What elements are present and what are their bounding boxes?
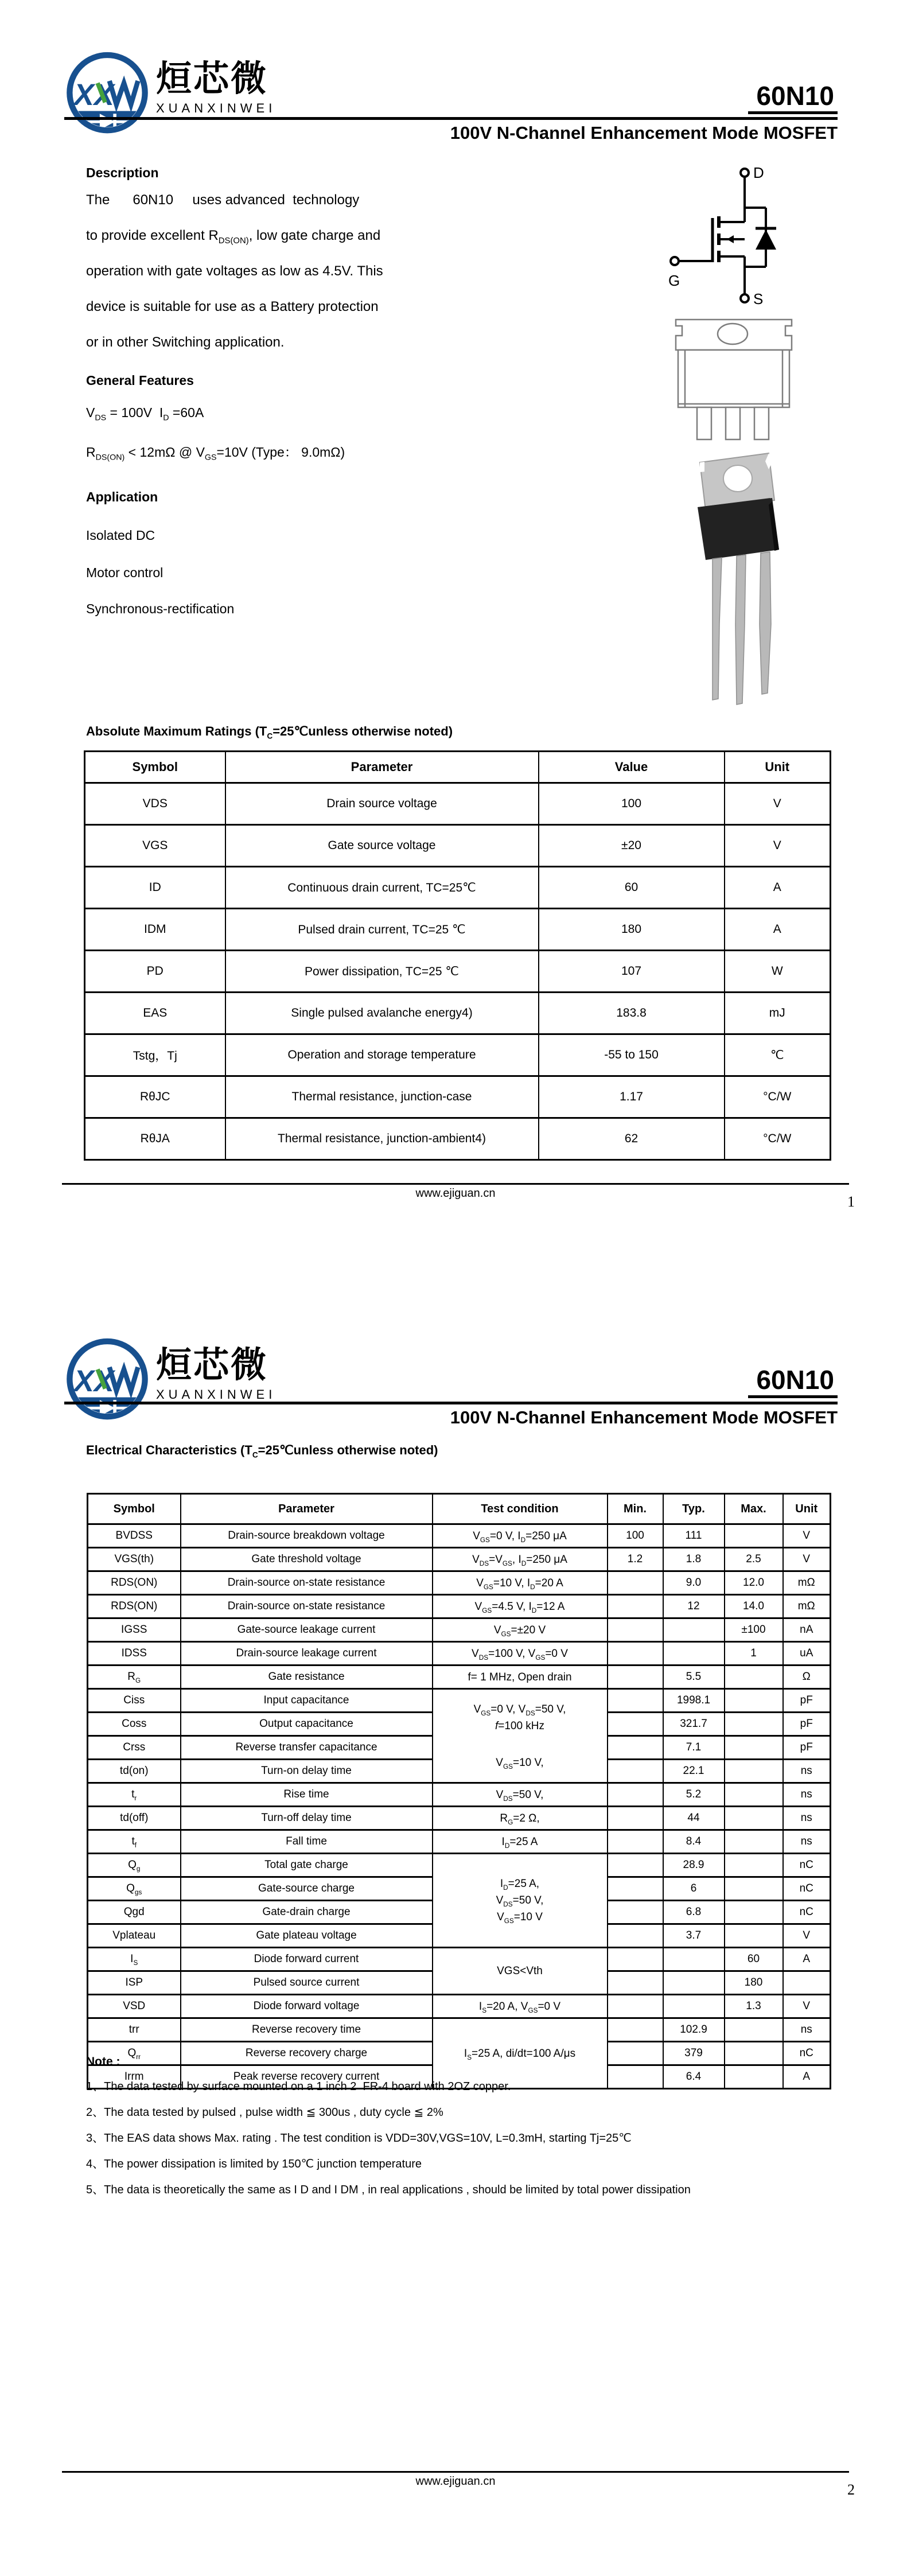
- cell-parameter: Thermal resistance, junction-case: [225, 1076, 539, 1118]
- brand-name-cn: 烜芯微: [156, 57, 268, 99]
- cell-symbol: $t_f$: [88, 1830, 181, 1854]
- cell-max: [725, 1760, 783, 1783]
- cell-symbol: IDM: [85, 909, 225, 951]
- application-item: Isolated DC: [86, 528, 155, 543]
- description-line: operation with gate voltages as low as 4.5V. This: [86, 263, 383, 279]
- cell-value: ±20: [539, 825, 725, 867]
- cell-test-condition: $V_{GS}=\pm 20$ V: [433, 1618, 608, 1642]
- cell-typ: [663, 1971, 725, 1995]
- cell-min: [608, 1571, 663, 1595]
- table-row: [88, 1618, 831, 1642]
- cell-symbol: trr: [88, 2018, 181, 2042]
- cell-typ: 1998.1: [663, 1689, 725, 1713]
- table-row: [85, 951, 831, 993]
- svg-text:XX: XX: [73, 78, 114, 112]
- symbol-label-drain: D: [753, 164, 764, 181]
- cell-typ: 3.7: [663, 1924, 725, 1948]
- cell-typ: 12: [663, 1595, 725, 1618]
- cell-unit: ℃: [725, 1034, 831, 1076]
- cell-parameter: Turn-on delay time: [181, 1760, 433, 1783]
- note-line: 4、The power dissipation is limited by 150℃ junction temperature: [86, 2158, 422, 2170]
- cell-typ: 321.7: [663, 1713, 725, 1736]
- section-heading-general-features: General Features: [86, 373, 194, 388]
- cell-min: [608, 1760, 663, 1783]
- note-line: 3、The EAS data shows Max. rating . The test condition is VDD=30V,VGS=10V, L=0.3mH, starting Tj=25℃: [86, 2132, 632, 2145]
- elec-char-heading: Electrical Characteristics ($T_C=25℃unless$ otherwise noted): [86, 1443, 438, 1460]
- cell-test-condition: $I_D=25$ A: [433, 1830, 608, 1854]
- cell-max: [725, 1713, 783, 1736]
- cell-unit: nC: [783, 1901, 831, 1924]
- cell-parameter: Drain source voltage: [225, 783, 539, 825]
- cell-unit: W: [725, 951, 831, 993]
- svg-text:XX: XX: [73, 1364, 114, 1399]
- footer-url: www.ejiguan.cn: [415, 2475, 496, 2488]
- cell-max: [725, 1736, 783, 1760]
- cell-max: [725, 1830, 783, 1854]
- cell-min: [608, 1948, 663, 1971]
- cell-unit: uA: [783, 1642, 831, 1666]
- cell-parameter: Reverse recovery time: [181, 2018, 433, 2042]
- cell-typ: 6.8: [663, 1901, 725, 1924]
- description-line: to provide excellent $R_{DS(ON)}$, low gate charge and: [86, 228, 381, 246]
- cell-value: -55 to 150: [539, 1034, 725, 1076]
- part-number: 60N10: [748, 1365, 838, 1398]
- header-rule: [64, 1402, 838, 1404]
- description-line: or in other Switching application.: [86, 334, 285, 350]
- cell-max: [725, 1666, 783, 1689]
- cell-unit: nC: [783, 1877, 831, 1901]
- cell-parameter: Gate-drain charge: [181, 1901, 433, 1924]
- cell-symbol: VGS: [85, 825, 225, 867]
- cell-parameter: Rise time: [181, 1783, 433, 1807]
- col-header-max: Max.: [725, 1494, 783, 1524]
- cell-parameter: Output capacitance: [181, 1713, 433, 1736]
- abs-max-table: [84, 750, 831, 1161]
- cell-parameter: Drain-source breakdown voltage: [181, 1524, 433, 1548]
- cell-typ: [663, 1948, 725, 1971]
- cell-parameter: Gate threshold voltage: [181, 1548, 433, 1571]
- cell-max: [725, 1807, 783, 1830]
- brand-name-en: XUANXINWEI: [156, 1387, 277, 1402]
- cell-typ: 379: [663, 2042, 725, 2065]
- part-number: 60N10: [748, 81, 838, 114]
- cell-symbol: td(off): [88, 1807, 181, 1830]
- package-outline-drawing: [672, 317, 801, 446]
- cell-symbol: Crss: [88, 1736, 181, 1760]
- cell-symbol: $Q_g$: [88, 1854, 181, 1877]
- cell-unit: V: [725, 825, 831, 867]
- table-row: [85, 909, 831, 951]
- cell-parameter: Fall time: [181, 1830, 433, 1854]
- cell-min: [608, 1971, 663, 1995]
- doc-subtitle: 100V N-Channel Enhancement Mode MOSFET: [450, 123, 838, 143]
- cell-symbol: PD: [85, 951, 225, 993]
- cell-value: 1.17: [539, 1076, 725, 1118]
- cell-typ: 5.5: [663, 1666, 725, 1689]
- cell-symbol: Vplateau: [88, 1924, 181, 1948]
- cell-value: 183.8: [539, 993, 725, 1034]
- table-row: [88, 1666, 831, 1689]
- cell-max: 1: [725, 1642, 783, 1666]
- footer-rule: [62, 2471, 849, 2473]
- cell-parameter: Drain-source on-state resistance: [181, 1595, 433, 1618]
- cell-typ: 7.1: [663, 1736, 725, 1760]
- cell-parameter: Drain-source leakage current: [181, 1642, 433, 1666]
- electrical-characteristics-table: [87, 1493, 831, 2089]
- table-row: [85, 993, 831, 1034]
- cell-min: [608, 1642, 663, 1666]
- table-row: [88, 2018, 831, 2042]
- cell-min: [608, 2018, 663, 2042]
- cell-test-condition: $I_S=20$ A, $V_{GS}=0$ V: [433, 1995, 608, 2018]
- cell-unit: nA: [783, 1618, 831, 1642]
- cell-test-condition: $V_{GS}=10$ V, $I_D=20$ A: [433, 1571, 608, 1595]
- cell-value: 60: [539, 867, 725, 909]
- col-header-min: Min.: [608, 1494, 663, 1524]
- cell-symbol: Tstg，Tj: [85, 1034, 225, 1076]
- cell-min: [608, 1618, 663, 1642]
- cell-test-condition-merged: $I_D=25$ A, $V_{DS}=50$ V, $V_{GS}=10$ V: [433, 1854, 608, 1948]
- cell-parameter: Gate resistance: [181, 1666, 433, 1689]
- cell-parameter: Reverse transfer capacitance: [181, 1736, 433, 1760]
- table-row: [85, 1034, 831, 1076]
- cell-typ: 111: [663, 1524, 725, 1548]
- page-number: 1: [847, 1193, 855, 1210]
- table-row: [88, 1807, 831, 1830]
- cell-max: [725, 2042, 783, 2065]
- cell-unit: ns: [783, 1783, 831, 1807]
- col-header-value: Value: [539, 752, 725, 783]
- cell-min: 1.2: [608, 1548, 663, 1571]
- cell-parameter: Continuous drain current, TC=25℃: [225, 867, 539, 909]
- cell-unit: ns: [783, 1830, 831, 1854]
- table-header-row: [88, 1494, 831, 1524]
- cell-unit: nC: [783, 2042, 831, 2065]
- col-header-typ: Typ.: [663, 1494, 725, 1524]
- cell-parameter: Diode forward voltage: [181, 1995, 433, 2018]
- cell-max: [725, 2018, 783, 2042]
- cell-min: [608, 1783, 663, 1807]
- description-line: device is suitable for use as a Battery protection: [86, 299, 379, 314]
- cell-parameter: Power dissipation, TC=25 ℃: [225, 951, 539, 993]
- table-row: [85, 867, 831, 909]
- cell-unit: V: [783, 1524, 831, 1548]
- col-header-unit: Unit: [725, 752, 831, 783]
- table-row: [88, 1595, 831, 1618]
- section-heading-application: Application: [86, 489, 158, 504]
- cell-max: 14.0: [725, 1595, 783, 1618]
- cell-typ: 22.1: [663, 1760, 725, 1783]
- cell-typ: 1.8: [663, 1548, 725, 1571]
- abs-max-heading: Absolute Maximum Ratings ($T_C=25℃unless$ otherwise noted): [86, 724, 453, 741]
- symbol-label-gate: G: [668, 272, 680, 289]
- cell-max: [725, 1854, 783, 1877]
- cell-symbol: BVDSS: [88, 1524, 181, 1548]
- cell-test-condition-merged: $I_S=25$ A, di/dt=100 A/μs: [433, 2018, 608, 2089]
- cell-typ: 102.9: [663, 2018, 725, 2042]
- cell-max: 2.5: [725, 1548, 783, 1571]
- brand-emblem-icon: [64, 49, 150, 138]
- cell-unit: pF: [783, 1689, 831, 1713]
- datasheet-page-2: [0, 1288, 911, 2576]
- brand-logo: [64, 49, 276, 138]
- cell-min: [608, 1877, 663, 1901]
- table-row: [88, 1995, 831, 2018]
- col-header-unit: Unit: [783, 1494, 831, 1524]
- cell-typ: 6.4: [663, 2065, 725, 2089]
- cell-max: [725, 1877, 783, 1901]
- cell-unit: A: [783, 2065, 831, 2089]
- cell-parameter: Gate-source leakage current: [181, 1618, 433, 1642]
- brand-name-en: XUANXINWEI: [156, 101, 277, 115]
- cell-value: 62: [539, 1118, 725, 1160]
- cell-symbol: $t_r$: [88, 1783, 181, 1807]
- cell-symbol: VSD: [88, 1995, 181, 2018]
- brand-names: [156, 1336, 276, 1402]
- cell-typ: [663, 1995, 725, 2018]
- symbol-label-source: S: [753, 290, 764, 308]
- application-item: Motor control: [86, 565, 163, 580]
- cell-min: [608, 2042, 663, 2065]
- cell-unit: °C/W: [725, 1076, 831, 1118]
- cell-symbol: IDSS: [88, 1642, 181, 1666]
- table-row: [85, 1076, 831, 1118]
- brand-logo: [64, 1336, 276, 1425]
- cell-parameter: Input capacitance: [181, 1689, 433, 1713]
- cell-symbol: ID: [85, 867, 225, 909]
- cell-parameter: Pulsed drain current, TC=25 ℃: [225, 909, 539, 951]
- cell-test-condition: f= 1 MHz, Open drain: [433, 1666, 608, 1689]
- cell-test-condition: $V_{DS}=100$ V, $V_{GS}=0$ V: [433, 1642, 608, 1666]
- cell-unit: ns: [783, 1807, 831, 1830]
- mosfet-symbol-diagram: [663, 161, 800, 316]
- cell-min: [608, 1995, 663, 2018]
- cell-parameter: Drain-source on-state resistance: [181, 1571, 433, 1595]
- cell-min: [608, 1666, 663, 1689]
- cell-typ: 6: [663, 1877, 725, 1901]
- cell-unit: A: [725, 909, 831, 951]
- table-row: [88, 1948, 831, 1971]
- description-line: The 60N10 uses advanced technology: [86, 192, 360, 208]
- table-row: [88, 1689, 831, 1713]
- table-row: [88, 1642, 831, 1666]
- cell-test-condition: $V_{DS}=V_{GS}$, $I_D=250$ μA: [433, 1548, 608, 1571]
- cell-symbol: IGSS: [88, 1618, 181, 1642]
- cell-min: 100: [608, 1524, 663, 1548]
- table-row: [88, 1854, 831, 1877]
- cell-unit: Ω: [783, 1666, 831, 1689]
- cell-symbol: Irrm: [88, 2065, 181, 2089]
- cell-max: 180: [725, 1971, 783, 1995]
- cell-parameter: Reverse recovery charge: [181, 2042, 433, 2065]
- cell-unit: pF: [783, 1736, 831, 1760]
- cell-parameter: Pulsed source current: [181, 1971, 433, 1995]
- cell-unit: pF: [783, 1713, 831, 1736]
- application-item: Synchronous-rectification: [86, 601, 235, 616]
- cell-min: [608, 1713, 663, 1736]
- cell-test-condition: $R_G=2$ Ω,: [433, 1807, 608, 1830]
- cell-min: [608, 1924, 663, 1948]
- cell-unit: V: [783, 1924, 831, 1948]
- table-row: [88, 1548, 831, 1571]
- cell-symbol: ISP: [88, 1971, 181, 1995]
- cell-unit: V: [783, 1548, 831, 1571]
- col-header-symbol: Symbol: [88, 1494, 181, 1524]
- cell-symbol: $Q_{gs}$: [88, 1877, 181, 1901]
- cell-min: [608, 1807, 663, 1830]
- cell-max: [725, 1924, 783, 1948]
- cell-value: 180: [539, 909, 725, 951]
- cell-parameter: Diode forward current: [181, 1948, 433, 1971]
- cell-symbol: VDS: [85, 783, 225, 825]
- cell-max: [725, 1524, 783, 1548]
- cell-max: [725, 2065, 783, 2089]
- cell-test-condition-merged: $V_{GS}=0$ V, $V_{DS}=50$ V, f=100 kHz $V_{GS}=10$ V,: [433, 1689, 608, 1783]
- cell-unit: °C/W: [725, 1118, 831, 1160]
- cell-symbol: VGS(th): [88, 1548, 181, 1571]
- cell-unit: A: [725, 867, 831, 909]
- note-line: 1、The data tested by surface mounted on a 1 inch 2 FR-4 board with 2OZ copper.: [86, 2080, 511, 2093]
- cell-min: [608, 1830, 663, 1854]
- cell-parameter: Total gate charge: [181, 1854, 433, 1877]
- cell-typ: 5.2: [663, 1783, 725, 1807]
- table-row: [85, 1118, 831, 1160]
- cell-parameter: Operation and storage temperature: [225, 1034, 539, 1076]
- cell-unit: mΩ: [783, 1595, 831, 1618]
- feature-line: $V_{DS} = 100V$ $I_D =60A$: [86, 405, 204, 423]
- cell-parameter: Gate-source charge: [181, 1877, 433, 1901]
- cell-value: 107: [539, 951, 725, 993]
- cell-symbol: EAS: [85, 993, 225, 1034]
- cell-max: 60: [725, 1948, 783, 1971]
- cell-symbol: $Q_{rr}$: [88, 2042, 181, 2065]
- col-header-parameter: Parameter: [225, 752, 539, 783]
- cell-min: [608, 1736, 663, 1760]
- cell-max: [725, 1689, 783, 1713]
- cell-min: [608, 2065, 663, 2089]
- cell-symbol: $R_G$: [88, 1666, 181, 1689]
- table-row: [88, 1524, 831, 1548]
- cell-symbol: Qgd: [88, 1901, 181, 1924]
- table-row: [85, 783, 831, 825]
- table-row: [85, 825, 831, 867]
- note-line: 5、The data is theoretically the same as I D and I DM , in real applications , should be limited by total power dissipation: [86, 2184, 691, 2196]
- cell-typ: 28.9: [663, 1854, 725, 1877]
- cell-parameter: Single pulsed avalanche energy4): [225, 993, 539, 1034]
- cell-max: ±100: [725, 1618, 783, 1642]
- cell-max: 12.0: [725, 1571, 783, 1595]
- cell-symbol: td(on): [88, 1760, 181, 1783]
- col-header-test-condition: Test condition: [433, 1494, 608, 1524]
- cell-unit: V: [725, 783, 831, 825]
- cell-min: [608, 1901, 663, 1924]
- cell-typ: [663, 1618, 725, 1642]
- cell-symbol: RDS(ON): [88, 1571, 181, 1595]
- table-header-row: [85, 752, 831, 783]
- cell-symbol: RθJC: [85, 1076, 225, 1118]
- cell-test-condition: $V_{GS}=0$ V, $I_D=250$ μA: [433, 1524, 608, 1548]
- cell-test-condition-merged: VGS<Vth: [433, 1948, 608, 1995]
- cell-typ: 9.0: [663, 1571, 725, 1595]
- cell-unit: A: [783, 1948, 831, 1971]
- cell-symbol: RθJA: [85, 1118, 225, 1160]
- cell-typ: 44: [663, 1807, 725, 1830]
- cell-unit: V: [783, 1995, 831, 2018]
- table-row: [88, 1783, 831, 1807]
- cell-typ: 8.4: [663, 1830, 725, 1854]
- cell-test-condition: $V_{GS}=4.5$ V, $I_D=12$ A: [433, 1595, 608, 1618]
- table-row: [88, 1571, 831, 1595]
- notes-heading: Note :: [86, 2055, 120, 2068]
- cell-parameter: Gate plateau voltage: [181, 1924, 433, 1948]
- table-row: [88, 1830, 831, 1854]
- package-photo: [684, 452, 784, 709]
- cell-parameter: Gate source voltage: [225, 825, 539, 867]
- cell-symbol: Ciss: [88, 1689, 181, 1713]
- note-line: 2、The data tested by pulsed , pulse width ≦ 300us , duty cycle ≦ 2%: [86, 2106, 443, 2119]
- cell-max: [725, 1783, 783, 1807]
- cell-parameter: Turn-off delay time: [181, 1807, 433, 1830]
- section-heading-description: Description: [86, 165, 159, 180]
- cell-unit: ns: [783, 1760, 831, 1783]
- cell-test-condition: $V_{DS}=50$ V,: [433, 1783, 608, 1807]
- cell-value: 100: [539, 783, 725, 825]
- cell-unit: ns: [783, 2018, 831, 2042]
- cell-unit: [783, 1971, 831, 1995]
- cell-typ: [663, 1642, 725, 1666]
- cell-parameter: Peak reverse recovery current: [181, 2065, 433, 2089]
- cell-parameter: Thermal resistance, junction-ambient4): [225, 1118, 539, 1160]
- cell-symbol: $I_S$: [88, 1948, 181, 1971]
- cell-symbol: Coss: [88, 1713, 181, 1736]
- cell-min: [608, 1854, 663, 1877]
- doc-subtitle: 100V N-Channel Enhancement Mode MOSFET: [450, 1407, 838, 1427]
- cell-max: [725, 1901, 783, 1924]
- cell-symbol: RDS(ON): [88, 1595, 181, 1618]
- cell-max: 1.3: [725, 1995, 783, 2018]
- cell-unit: mJ: [725, 993, 831, 1034]
- cell-unit: nC: [783, 1854, 831, 1877]
- col-header-symbol: Symbol: [85, 752, 225, 783]
- col-header-parameter: Parameter: [181, 1494, 433, 1524]
- brand-emblem-icon: [64, 1336, 150, 1425]
- footer-url: www.ejiguan.cn: [415, 1187, 496, 1200]
- brand-names: [156, 49, 276, 116]
- cell-unit: mΩ: [783, 1571, 831, 1595]
- page-number: 2: [847, 2481, 855, 2498]
- footer-rule: [62, 1183, 849, 1185]
- header-rule: [64, 117, 838, 120]
- cell-min: [608, 1689, 663, 1713]
- cell-min: [608, 1595, 663, 1618]
- feature-line: $R_{DS(ON)} < 12m\Omega$ @ $V_{GS}=10V$ (Type： 9.0mΩ): [86, 445, 345, 462]
- brand-name-cn: 烜芯微: [156, 1344, 268, 1386]
